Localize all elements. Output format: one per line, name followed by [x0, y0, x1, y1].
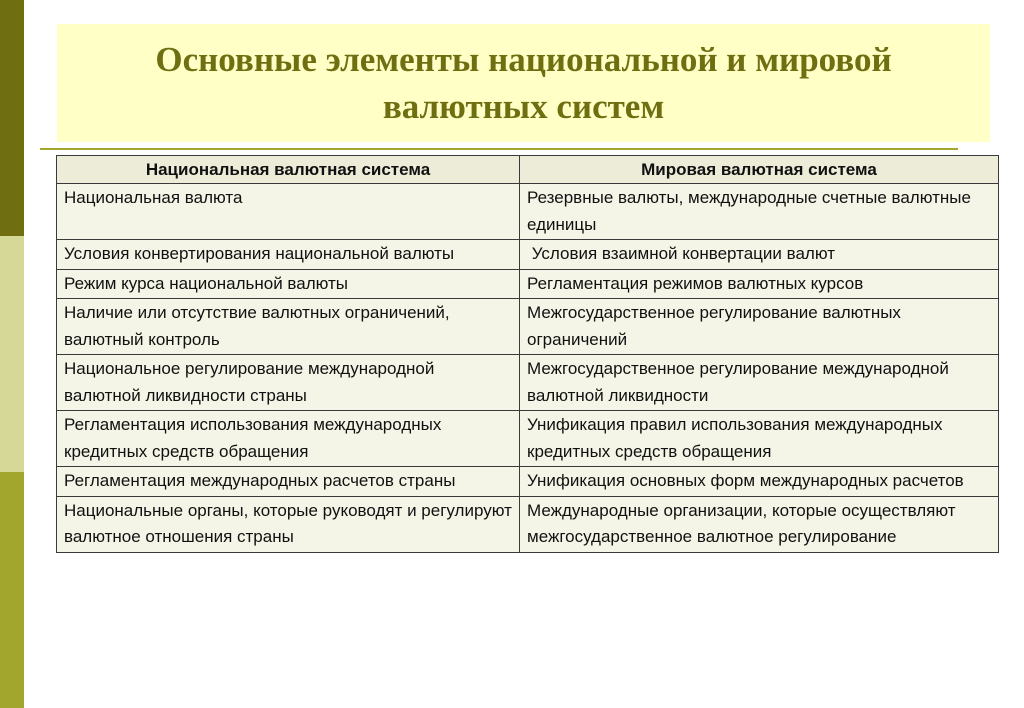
table-row: [57, 411, 999, 467]
cell-world: Межгосударственное регулирование международной валютной ликвидности: [520, 355, 999, 411]
table-row: [57, 269, 999, 299]
cell-world: Унификация основных форм международных расчетов: [520, 467, 999, 497]
comparison-table: [56, 155, 999, 553]
cell-national: Условия конвертирования национальной валюты: [57, 240, 520, 270]
table-row: [57, 299, 999, 355]
cell-world: Международные организации, которые осуществляют межгосударственное валютное регулирование: [520, 496, 999, 552]
accent-bar-mid: [0, 472, 24, 708]
cell-world: Межгосударственное регулирование валютных ограничений: [520, 299, 999, 355]
table-row: [57, 496, 999, 552]
cell-national: Наличие или отсутствие валютных ограничений, валютный контроль: [57, 299, 520, 355]
cell-world: Условия взаимной конвертации валют: [520, 240, 999, 270]
cell-world: Унификация правил использования международных кредитных средств обращения: [520, 411, 999, 467]
slide-title: Основные элементы национальной и мировой валютных систем: [155, 40, 892, 126]
cell-world: Регламентация режимов валютных курсов: [520, 269, 999, 299]
title-box: [57, 24, 990, 142]
table-row: [57, 467, 999, 497]
accent-bar-dark: [0, 0, 24, 236]
accent-bar-light: [0, 236, 24, 472]
cell-national: Регламентация использования международных кредитных средств обращения: [57, 411, 520, 467]
cell-national: Национальная валюта: [57, 184, 520, 240]
header-world: Мировая валютная система: [520, 156, 999, 184]
cell-national: Национальное регулирование международной валютной ликвидности страны: [57, 355, 520, 411]
cell-world: Резервные валюты, международные счетные валютные единицы: [520, 184, 999, 240]
cell-national: Режим курса национальной валюты: [57, 269, 520, 299]
cell-national: Регламентация международных расчетов страны: [57, 467, 520, 497]
table-row: [57, 240, 999, 270]
title-divider: [40, 148, 958, 150]
table-row: [57, 355, 999, 411]
cell-national: Национальные органы, которые руководят и регулируют валютное отношения страны: [57, 496, 520, 552]
table-row: [57, 184, 999, 240]
header-national: Национальная валютная система: [57, 156, 520, 184]
left-accent-bar: [0, 0, 24, 708]
table-header-row: [57, 156, 999, 184]
